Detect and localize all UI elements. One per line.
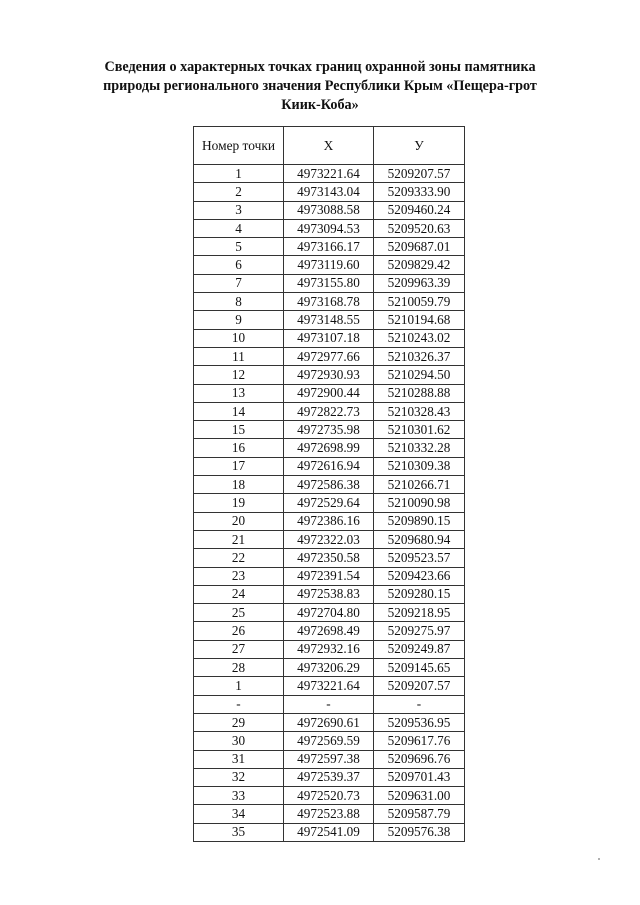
table-row [194, 494, 465, 512]
cell-x: 4972690.61 [284, 713, 374, 731]
cell-x: 4973119.60 [284, 256, 374, 274]
table-row [194, 567, 465, 585]
table-row [194, 201, 465, 219]
cell-y: 5210243.02 [374, 329, 465, 347]
cell-point-number: 3 [194, 201, 284, 219]
cell-point-number: 5 [194, 238, 284, 256]
cell-point-number: 16 [194, 439, 284, 457]
cell-point-number: 4 [194, 219, 284, 237]
cell-point-number: 11 [194, 347, 284, 365]
table-row [194, 640, 465, 658]
table-row [194, 622, 465, 640]
document-title [60, 58, 580, 115]
table-row [194, 439, 465, 457]
cell-x: 4973221.64 [284, 677, 374, 695]
cell-x: 4972704.80 [284, 604, 374, 622]
table-row [194, 549, 465, 567]
cell-point-number: 8 [194, 293, 284, 311]
table-row [194, 165, 465, 183]
cell-x: 4973148.55 [284, 311, 374, 329]
cell-y: 5210288.88 [374, 384, 465, 402]
table-row [194, 805, 465, 823]
table-row [194, 219, 465, 237]
cell-point-number: 12 [194, 366, 284, 384]
cell-y: 5209423.66 [374, 567, 465, 585]
table-row [194, 823, 465, 841]
cell-x: 4972597.38 [284, 750, 374, 768]
cell-x: 4972930.93 [284, 366, 374, 384]
table-row [194, 421, 465, 439]
cell-y: 5209680.94 [374, 530, 465, 548]
cell-point-number: 18 [194, 476, 284, 494]
coordinates-table [193, 126, 465, 842]
cell-x: 4973166.17 [284, 238, 374, 256]
cell-point-number: 1 [194, 677, 284, 695]
cell-x: 4973143.04 [284, 183, 374, 201]
cell-y: 5209145.65 [374, 659, 465, 677]
cell-x: 4972541.09 [284, 823, 374, 841]
cell-point-number: 23 [194, 567, 284, 585]
cell-x: 4972539.37 [284, 768, 374, 786]
cell-y: 5210059.79 [374, 293, 465, 311]
cell-point-number: - [194, 695, 284, 713]
cell-y: 5209696.76 [374, 750, 465, 768]
cell-point-number: 30 [194, 732, 284, 750]
cell-x: 4972391.54 [284, 567, 374, 585]
cell-y: 5209520.63 [374, 219, 465, 237]
cell-x: 4972735.98 [284, 421, 374, 439]
table-row [194, 732, 465, 750]
cell-x: 4972386.16 [284, 512, 374, 530]
cell-point-number: 22 [194, 549, 284, 567]
table-row [194, 512, 465, 530]
coordinates-table-body [194, 165, 465, 842]
table-row [194, 402, 465, 420]
cell-x: 4972350.58 [284, 549, 374, 567]
table-row [194, 329, 465, 347]
cell-y: 5209829.42 [374, 256, 465, 274]
cell-y: 5209207.57 [374, 165, 465, 183]
table-row [194, 183, 465, 201]
cell-y: 5209333.90 [374, 183, 465, 201]
cell-point-number: 2 [194, 183, 284, 201]
table-row [194, 659, 465, 677]
header-x: X [284, 127, 374, 165]
header-y: У [374, 127, 465, 165]
cell-point-number: 25 [194, 604, 284, 622]
cell-x: 4972529.64 [284, 494, 374, 512]
table-row [194, 366, 465, 384]
cell-point-number: 15 [194, 421, 284, 439]
cell-y: 5209249.87 [374, 640, 465, 658]
document-title-line-2: природы регионального значения Республики Крым «Пещера-грот [103, 78, 537, 94]
cell-point-number: 26 [194, 622, 284, 640]
cell-y: 5209587.79 [374, 805, 465, 823]
cell-x: 4973221.64 [284, 165, 374, 183]
cell-x: 4972698.99 [284, 439, 374, 457]
table-row [194, 768, 465, 786]
table-row [194, 787, 465, 805]
cell-x: 4972569.59 [284, 732, 374, 750]
table-row [194, 238, 465, 256]
cell-y: 5210266.71 [374, 476, 465, 494]
cell-x: 4973107.18 [284, 329, 374, 347]
cell-y: 5209280.15 [374, 585, 465, 603]
cell-y: 5209576.38 [374, 823, 465, 841]
cell-point-number: 32 [194, 768, 284, 786]
cell-point-number: 21 [194, 530, 284, 548]
table-row [194, 604, 465, 622]
cell-y: 5210309.38 [374, 457, 465, 475]
cell-y: - [374, 695, 465, 713]
cell-x: 4973206.29 [284, 659, 374, 677]
cell-y: 5210332.28 [374, 439, 465, 457]
cell-y: 5210326.37 [374, 347, 465, 365]
header-row [194, 127, 465, 165]
cell-point-number: 20 [194, 512, 284, 530]
cell-point-number: 9 [194, 311, 284, 329]
table-row [194, 293, 465, 311]
cell-y: 5209631.00 [374, 787, 465, 805]
cell-y: 5210328.43 [374, 402, 465, 420]
cell-x: 4972698.49 [284, 622, 374, 640]
table-row [194, 530, 465, 548]
scan-speck-decoration [598, 858, 600, 860]
cell-y: 5209687.01 [374, 238, 465, 256]
cell-y: 5209460.24 [374, 201, 465, 219]
cell-point-number: 17 [194, 457, 284, 475]
cell-point-number: 34 [194, 805, 284, 823]
cell-y: 5209701.43 [374, 768, 465, 786]
table-row [194, 713, 465, 731]
table-row [194, 347, 465, 365]
cell-x: - [284, 695, 374, 713]
cell-y: 5209890.15 [374, 512, 465, 530]
document-title-line-3: Киик-Коба» [281, 97, 359, 113]
cell-y: 5210090.98 [374, 494, 465, 512]
cell-x: 4972977.66 [284, 347, 374, 365]
cell-y: 5209963.39 [374, 274, 465, 292]
cell-point-number: 19 [194, 494, 284, 512]
table-row [194, 476, 465, 494]
cell-y: 5209617.76 [374, 732, 465, 750]
cell-x: 4973094.53 [284, 219, 374, 237]
cell-point-number: 33 [194, 787, 284, 805]
table-row [194, 311, 465, 329]
cell-x: 4973168.78 [284, 293, 374, 311]
cell-x: 4972900.44 [284, 384, 374, 402]
cell-point-number: 24 [194, 585, 284, 603]
cell-y: 5209275.97 [374, 622, 465, 640]
cell-y: 5210301.62 [374, 421, 465, 439]
table-row [194, 457, 465, 475]
cell-x: 4972932.16 [284, 640, 374, 658]
cell-x: 4973088.58 [284, 201, 374, 219]
cell-point-number: 27 [194, 640, 284, 658]
cell-x: 4972822.73 [284, 402, 374, 420]
cell-point-number: 10 [194, 329, 284, 347]
cell-y: 5209523.57 [374, 549, 465, 567]
cell-point-number: 31 [194, 750, 284, 768]
cell-x: 4972520.73 [284, 787, 374, 805]
cell-point-number: 6 [194, 256, 284, 274]
cell-y: 5210194.68 [374, 311, 465, 329]
cell-point-number: 14 [194, 402, 284, 420]
cell-x: 4972538.83 [284, 585, 374, 603]
cell-point-number: 35 [194, 823, 284, 841]
cell-x: 4972586.38 [284, 476, 374, 494]
table-row [194, 677, 465, 695]
cell-point-number: 29 [194, 713, 284, 731]
cell-point-number: 13 [194, 384, 284, 402]
table-row [194, 274, 465, 292]
header-point-number: Номер точки [194, 127, 284, 165]
cell-y: 5210294.50 [374, 366, 465, 384]
coordinates-table-header [194, 127, 465, 165]
cell-y: 5209536.95 [374, 713, 465, 731]
document-title-line-1: Сведения о характерных точках границ охранной зоны памятника [104, 59, 536, 75]
table-row [194, 695, 465, 713]
table-row [194, 256, 465, 274]
cell-x: 4972523.88 [284, 805, 374, 823]
cell-y: 5209218.95 [374, 604, 465, 622]
cell-x: 4972322.03 [284, 530, 374, 548]
cell-x: 4972616.94 [284, 457, 374, 475]
table-row [194, 384, 465, 402]
table-row [194, 750, 465, 768]
table-row [194, 585, 465, 603]
cell-point-number: 7 [194, 274, 284, 292]
cell-point-number: 1 [194, 165, 284, 183]
cell-y: 5209207.57 [374, 677, 465, 695]
cell-point-number: 28 [194, 659, 284, 677]
cell-x: 4973155.80 [284, 274, 374, 292]
